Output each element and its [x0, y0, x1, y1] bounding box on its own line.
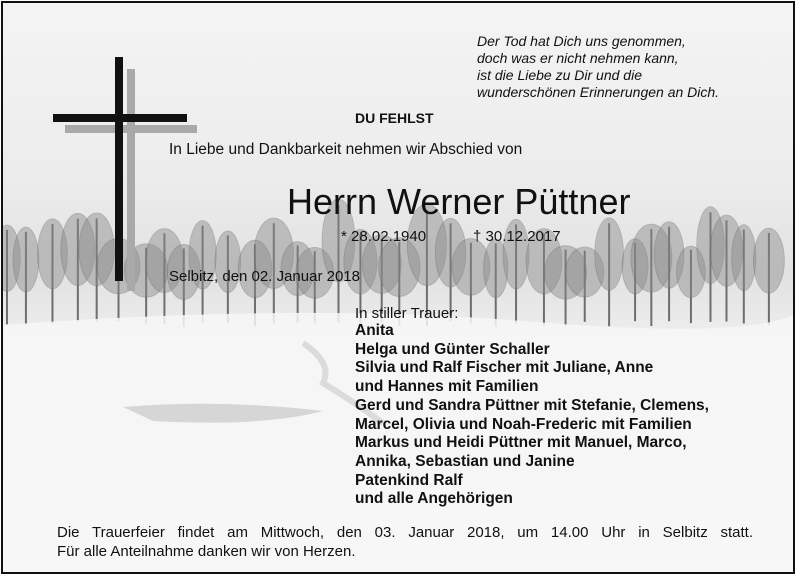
cross-vertical-bar [115, 57, 123, 281]
mourner-line: Markus und Heidi Püttner mit Manuel, Marco, [355, 434, 687, 452]
tree-crown [13, 227, 39, 292]
cross-shadow-horizontal [65, 125, 197, 133]
thanks-line: Für alle Anteilnahme danken wir von Herzen. [57, 543, 356, 560]
verse-line: doch was er nicht nehmen kann, [477, 50, 679, 66]
cross-shadow-vertical [127, 69, 135, 291]
mourner-line: und Hannes mit Familien [355, 378, 539, 396]
notice-heading: DU FEHLST [355, 110, 434, 126]
verse-line: Der Tod hat Dich uns genommen, [477, 33, 686, 49]
mourner-line: Silvia und Ralf Fischer mit Juliane, Anne [355, 359, 654, 377]
verse-quote [477, 33, 719, 101]
verse-line: ist die Liebe zu Dir und die [477, 67, 642, 83]
death-date: † 30.12.2017 [473, 228, 561, 245]
obituary-notice [1, 1, 795, 574]
cross-horizontal-bar [53, 114, 187, 122]
verse-line: wunderschönen Erinnerungen an Dich. [477, 84, 720, 100]
tree-crown [595, 218, 624, 290]
mourner-line: Anita [355, 322, 394, 339]
mourner-line: Patenkind Ralf [355, 471, 463, 489]
intro-text: In Liebe und Dankbarkeit nehmen wir Abschied von [169, 141, 523, 158]
mourner-line: und alle Angehörigen [355, 490, 513, 508]
ceremony-info: Die Trauerfeier findet am Mittwoch, den 03. Januar 2018, um 14.00 Uhr in Selbitz statt. [57, 524, 753, 541]
mourner-line: Gerd und Sandra Püttner mit Stefanie, Clemens, [355, 396, 709, 414]
deceased-name: Herrn Werner Püttner [287, 181, 631, 222]
mourners-list [355, 322, 709, 509]
tree-crown [732, 225, 756, 291]
mourner-line: Helga und Günter Schaller [355, 340, 550, 358]
tree-crown [754, 228, 785, 293]
mourner-line: Marcel, Olivia und Noah-Frederic mit Familien [355, 415, 692, 433]
mourner-line: Annika, Sebastian und Janine [355, 452, 575, 470]
birth-date: * 28.02.1940 [341, 228, 427, 245]
place-and-date: Selbitz, den 02. Januar 2018 [169, 268, 360, 285]
mourning-label: In stiller Trauer: [355, 305, 459, 322]
